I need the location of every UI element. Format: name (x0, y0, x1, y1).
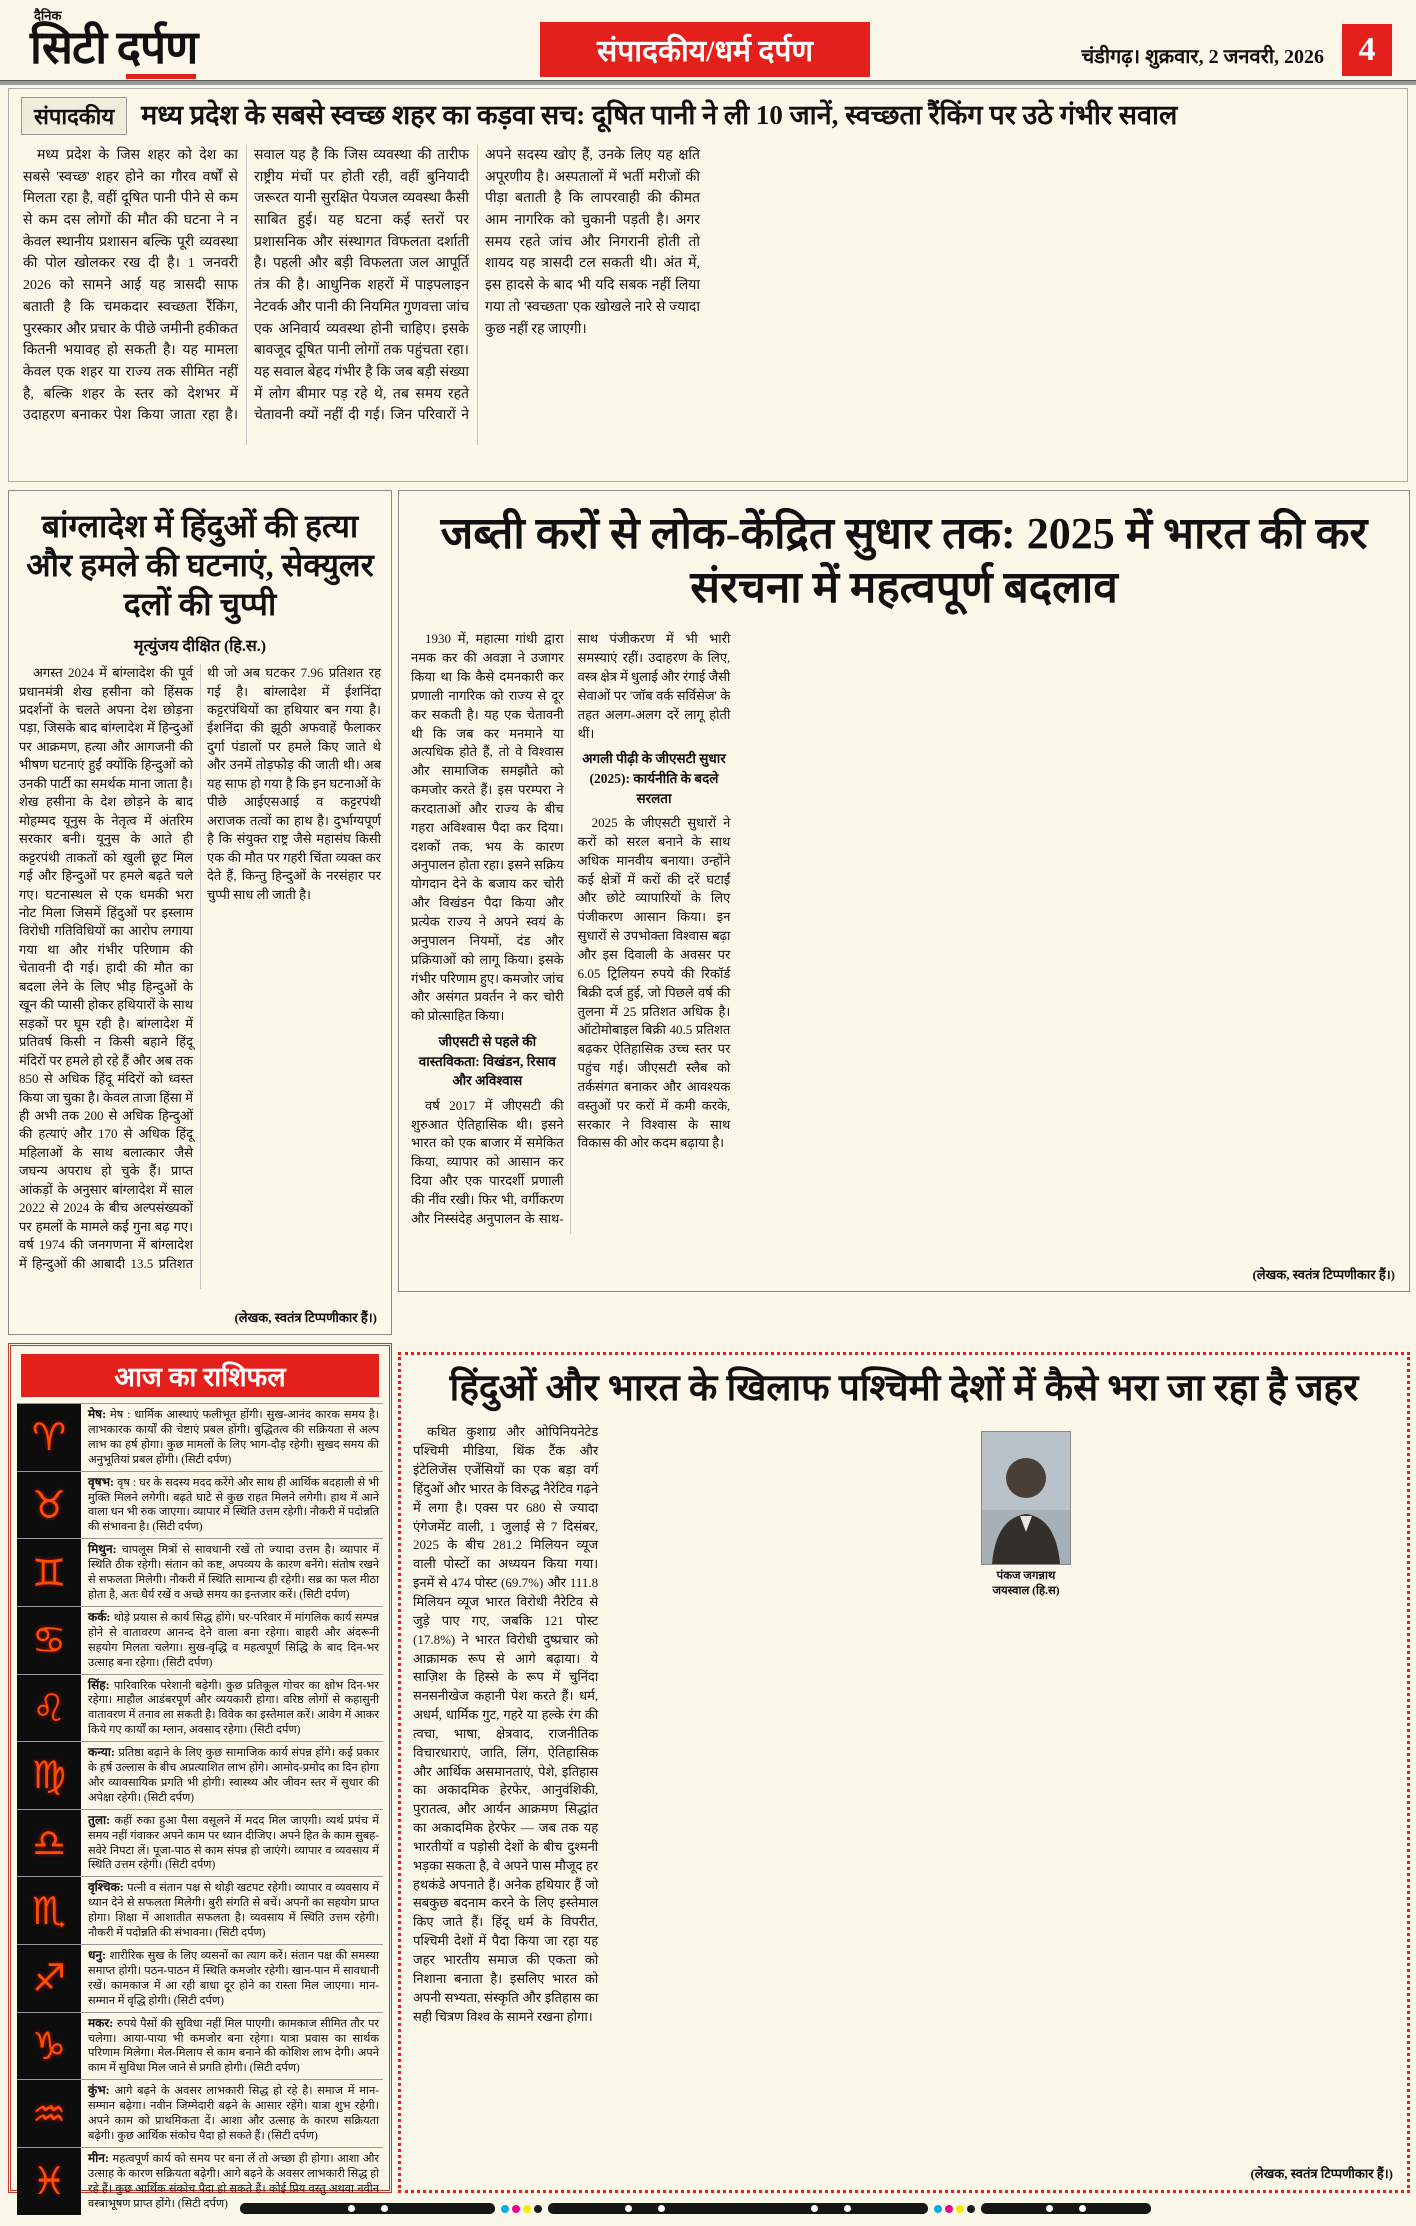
poison-article (398, 1352, 1410, 2193)
horoscope-row-aquarius (17, 2079, 383, 2147)
cmyk-dot-cyan (934, 2205, 942, 2213)
poison-headline: हिंदुओं और भारत के खिलाफ पश्चिमी देशों में कैसे भरा जा रहा है जहर (449, 1368, 1359, 1409)
cmyk-dot-cyan (501, 2205, 509, 2213)
editorial-header (9, 89, 1407, 137)
sign-text-cancer: थोड़े प्रयास से कार्य सिद्ध होंगे। घर-परिवार में मांगलिक कार्य सम्पन्न होने से वातावरण आनन्द देने वाला बना रहेगा। बाहरी और अंदरूनी सहयोग मिलता चलेगा। सुख-वृद्धि व महत्वपूर्ण सिद्धि के बाद दिन-भर उत्साह बना रहेगा। (सिटी दर्पण) (88, 1611, 379, 1669)
tax-paragraph-3: 2025 के जीएसटी सुधारों ने करों को सरल बनाने के साथ अधिक मानवीय बनाया। उन्होंने कई क्षेत्रों में करों की दरें घटाईं और छोटे व्यापारियों के लिए पंजीकरण आसान किया। इन सुधारों से उपभोक्ता विश्वास बढ़ा और इस दिवाली के अवसर पर 6.05 ट्रिलियन रुपये की रिकॉर्ड बिक्री दर्ज हुई, जो पिछले वर्ष की तुलना में 25 प्रतिशत अधिक है। ऑटोमोबाइल बिक्री 40.5 प्रतिशत बढ़कर ऐतिहासिक उच्च स्तर पर पहुंच गई। जीएसटी स्लैब को तर्कसंगत बनाकर और आवश्यक वस्तुओं पर करों में कमी करके, सरकार ने विश्वास के साथ विकास की ओर कदम बढ़ाया है। (577, 815, 731, 1151)
header-divider (0, 80, 1416, 85)
registration-dot (811, 2205, 818, 2212)
registration-dot (844, 2205, 851, 2212)
editorial-paragraph: मध्य प्रदेश के जिस शहर को देश का सबसे 'स्वच्छ' शहर होने का गौरव वर्षों से मिलता रहा है, वहीं दूषित पानी पीने से कम से कम दस लोगों की मौत की घटना ने न केवल स्थानीय प्रशासन बल्कि पूरी व्यवस्था की पोल खोलकर रख दी है। 1 जनवरी 2026 को सामने आई यह त्रासदी साफ बताती है कि चमकदार स्वच्छता रैंकिंग, पुरस्कार और प्रचार के पीछे जमीनी हकीकत कितनी भयावह हो सकती है। यह मामला केवल एक शहर या राज्य तक सीमित नहीं है, बल्कि शहर के स्तर को देशभर में उदाहरण बनाकर पेश किया जाता रहा है। सवाल यह है कि जिस व्यवस्था की तारीफ राष्ट्रीय मंचों पर होती रही, वहीं बुनियादी जरूरत यानी सुरक्षित पेयजल व्यवस्था कैसी साबित हुई। यह घटना कई स्तरों पर प्रशासनिक और संस्थागत विफलता दर्शाती है। पहली और बड़ी विफलता जल आपूर्ति तंत्र की है। आधुनिक शहरों में पाइपलाइन नेटवर्क और पानी की नियमित गुणवत्ता जांच एक अनिवार्य व्यवस्था होनी चाहिए। इसके बावजूद दूषित पानी लोगों तक पहुंचता रहा। यह सवाल बेहद गंभीर है कि जब बड़ी संख्या में लोग बीमार पड़ रहे थे, तब समय रहते चेतावनी क्यों नहीं दी गई। जिन परिवारों ने अपने सदस्य खोए हैं, उनके लिए यह क्षति अपूरणीय है। अस्पतालों में भर्ती मरीजों की पीड़ा बताती है कि लापरवाही की कीमत आम नागरिक को चुकानी पड़ती है। अगर समय रहते जांच और निगरानी होती तो शायद यह त्रासदी टल सकती थी। अंत में, इस हादसे के बाद भी यदि सबक नहीं लिया गया तो 'स्वच्छता' एक खोखले नारे से ज्यादा कुछ नहीं रह जाएगी। (23, 148, 700, 424)
editorial-headline: मध्य प्रदेश के सबसे स्वच्छ शहर का कड़वा सच: दूषित पानी ने ली 10 जानें, स्वच्छता रैंकिंग पर उठे गंभीर सवाल (141, 100, 1178, 131)
zodiac-libra-icon: ♎ (17, 1810, 81, 1877)
author-photo (981, 1431, 1071, 1565)
sign-text-libra: कहीं रुका हुआ पैसा वसूलने में मदद मिल जाएगी। व्यर्थ प्रपंच में समय नहीं गंवाकर अपने काम पर ध्यान दीजिए। अपने हित के काम सुबह-सवेरे निपटा लें। पूजा-पाठ से काम संपन्न हो जाएंगे। व्यापार व व्यवसाय में स्थिति उत्तम रहेगी। (सिटी दर्पण) (88, 1814, 380, 1872)
zodiac-cancer-icon: ♋ (17, 1607, 81, 1674)
masthead-underline (126, 74, 196, 79)
tax-subhead-2: अगली पीढ़ी के जीएसटी सुधार (2025): कार्यनीति के बदले सरलता (582, 751, 726, 806)
zodiac-virgo-icon: ♍ (17, 1742, 81, 1809)
masthead-title: सिटी दर्पण (30, 22, 198, 73)
tax-paragraph-2: वर्ष 2017 में जीएसटी की शुरुआत ऐतिहासिक थी। इसने भारत को एक बाजार में समेकित किया, व्यापार को आसान कर दिया और एक पारदर्शी प्रणाली की नींव रखी। फिर भी, वर्गीकरण और निस्संदेह अनुपालन के साथ-साथ पंजीकरण में भी भारी समस्याएं रहीं। उदाहरण के लिए, वस्त्र क्षेत्र में धुलाई और रंगाई जैसी सेवाओं पर 'जॉब वर्क सर्विसेज' के तहत अलग-अलग दरें लागू होती थीं। (411, 631, 731, 1226)
registration-dot (1079, 2205, 1086, 2212)
sign-text-taurus: वृष : घर के सदस्य मदद करेंगे और साथ ही आर्थिक बदहाली से भी मुक्ति मिलने लगेगी। बढ़ते घाटे से कुछ राहत मिलने लगेगी। हाथ में आने वाला धन भी रुक जाएगा। व्यापार में स्थिति उत्तम रहेगी। नौकरी में पदोन्नति की संभावना है। (सिटी दर्पण) (88, 1476, 380, 1534)
editorial-body (9, 137, 1407, 453)
page-number-badge: 4 (1342, 24, 1392, 76)
poison-body (401, 1417, 1407, 2117)
horoscope-row-virgo (17, 1741, 383, 1809)
bangladesh-headline: बांग्लादेश में हिंदुओं की हत्या और हमले की घटनाएं, सेक्युलर दलों की चुप्पी (26, 508, 374, 623)
sign-text-aquarius: आगे बढ़ने के अवसर लाभकारी सिद्ध हो रहे है। समाज में मान-सम्मान बढ़ेगा। नवीन जिम्मेदारी बढ़ने के आसार रहेंगे। यात्रा शुभ रहेगी। अपने काम को प्राथमिकता दें। आशा और उत्साह के कारण सक्रियता बढ़ेगी। कुछ आर्थिक संकोच पैदा हो सकते हैं। (सिटी दर्पण) (88, 2085, 380, 2142)
tax-body (399, 622, 1409, 1242)
editorial-article (8, 88, 1408, 482)
sign-name-pisces: मीन: (88, 2150, 109, 2165)
sign-name-scorpio: वृश्चिक: (88, 1880, 124, 1895)
zodiac-capricorn-icon: ♑ (17, 2013, 81, 2080)
dateline: चंडीगढ़। शुक्रवार, 2 जनवरी, 2026 (1081, 46, 1324, 68)
registration-dot (381, 2205, 388, 2212)
zodiac-sagittarius-icon: ♐ (17, 1945, 81, 2012)
horoscope-row-gemini (17, 1538, 383, 1606)
horoscope-row-sagittarius (17, 1944, 383, 2012)
poison-author-credit: (लेखक, स्वतंत्र टिप्पणीकार हैं।) (1250, 2166, 1393, 2181)
tax-author-credit: (लेखक, स्वतंत्र टिप्पणीकार हैं।) (1252, 1267, 1395, 1282)
sign-name-cancer: कर्क: (88, 1609, 111, 1624)
sign-text-capricorn: रुपये पैसों की सुविधा नहीं मिल पाएगी। कामकाज सीमित तौर पर चलेगा। आया-पाया भी कमजोर बना रहेगा। यात्रा प्रवास का सार्थक परिणाम मिलेगा। मेल-मिलाप से काम बनाने की कोशिश लाभ देगी। अपने काम में सुविधा मिल जाने से प्रगति होगी। (सिटी दर्पण) (88, 2017, 379, 2075)
sign-name-aquarius: कुंभ: (88, 2083, 110, 2098)
sign-name-leo: सिंह: (88, 1677, 110, 1692)
cmyk-dot-black (967, 2205, 975, 2213)
registration-dot (658, 2205, 665, 2212)
sign-text-sagittarius: शारीरिक सुख के लिए व्यसनों का त्याग करें। संतान पक्ष की समस्या समाप्त होगी। पठन-पाठन में स्थिति कमजोर रहेगी। खान-पान में सावधानी रखें। कामकाज में आ रही बाधा दूर होने का रास्ता मिल जाएगा। मान-सम्मान में वृद्धि होगी। (सिटी दर्पण) (88, 1950, 380, 2007)
sign-text-leo: पारिवारिक परेशानी बढ़ेगी। कुछ प्रतिकूल गोचर का क्षोभ दिन-भर रहेगा। माहौल आडंबरपूर्ण और व्ययकारी होगा। वरिष्ठ लोगों से कहासुनी वातावरण में तनाव ला सकती है। विवेक का इस्तेमाल करें। आवेग में आकर किये गए कार्यों का म्लान, अवसाद रहेगा। (सिटी दर्पण) (88, 1679, 379, 1737)
cmyk-dot-black (534, 2205, 542, 2213)
zodiac-pisces-icon: ♓ (17, 2148, 81, 2215)
print-bar-segment (240, 2203, 495, 2214)
sign-text-aries: मेष : धार्मिक आस्थाएं फलीभूत होंगी। सुख-आनंद कारक समय है। लाभकारक कार्यों की चेष्टाएं प्रबल होंगी। बुद्धितत्व की सक्रियता से अल्प लाभ का हर्ष होगा। कुछ मामलों के लिए भाग-दौड़ रहेगी। सुखद समय की अनुभूतियां प्रबल होंगी। (सिटी दर्पण) (88, 1409, 379, 1466)
horoscope-title: आज का राशिफल (21, 1354, 379, 1397)
bangladesh-body (9, 664, 391, 1289)
sign-name-capricorn: मकर: (88, 2015, 114, 2030)
section-banner: संपादकीय/धर्म दर्पण (540, 22, 870, 77)
masthead-daily-label: दैनिक (34, 8, 62, 23)
zodiac-taurus-icon: ♉ (17, 1472, 81, 1539)
registration-dot (625, 2205, 632, 2212)
horoscope-row-leo (17, 1674, 383, 1742)
horoscope-row-libra (17, 1809, 383, 1877)
zodiac-aries-icon: ♈ (17, 1404, 81, 1471)
cmyk-dot-magenta (945, 2205, 953, 2213)
bangladesh-byline: मृत्युंजय दीक्षित (हि.स.) (133, 638, 267, 656)
zodiac-leo-icon: ♌ (17, 1675, 81, 1742)
author-photo-caption: पंकज जगन्नाथ जयस्वाल (हि.स) (992, 1570, 1060, 1597)
tax-subhead-1: जीएसटी से पहले की वास्तविकता: विखंडन, रिसाव और अविश्वास (418, 1034, 556, 1089)
sign-name-libra: तुला: (88, 1812, 111, 1827)
tax-article (398, 490, 1410, 1292)
sign-text-virgo: प्रतिष्ठा बढ़ाने के लिए कुछ सामाजिक कार्य संपन्न होंगे। कई प्रकार के हर्ष उल्लास के बीच अप्रत्याशित लाभ होंगे। आमोद-प्रमोद का दिन होगा और व्यावसायिक प्रगति भी होगी। स्वास्थ्य और जीवन स्तर में सुधार की अपेक्षा रहेगी। (सिटी दर्पण) (88, 1747, 380, 1804)
horoscope-row-cancer (17, 1606, 383, 1674)
cmyk-dot-yellow (523, 2205, 531, 2213)
sign-name-gemini: मिथुन: (88, 1542, 117, 1557)
horoscope-box (8, 1343, 392, 2210)
print-bar-segment (548, 2203, 928, 2214)
sign-text-gemini: चापलूस मित्रों से सावधानी रखें तो ज्यादा उत्तम है। व्यापार में स्थिति ठीक रहेगी। संतान को कष्ट, अपव्यय के कारण बनेंगे। संतोष रखने से सफलता मिलेगी। नौकरी में स्थिति सामान्य ही रहेगी। सब्र का फल मीठा होता है, अतः धैर्य रखें व अच्छे समय का इन्तजार करें। (सिटी दर्पण) (88, 1544, 379, 1601)
horoscope-row-aries (17, 1403, 383, 1471)
zodiac-aquarius-icon: ♒ (17, 2080, 81, 2147)
print-bar-segment (981, 2203, 1151, 2214)
sign-name-taurus: वृषभ: (88, 1474, 115, 1489)
horoscope-row-taurus (17, 1471, 383, 1539)
poison-paragraph: कथित कुशाग्र और ओपिनियनेटेड पश्चिमी मीडिया, थिंक टैंक और इंटेलिजेंस एजेंसियों का एक बड़ा वर्ग हिंदुओं और भारत के विरुद्ध नैरेटिव गढ़ने में लगा है। एक्स पर 680 से ज्यादा एंगेजमेंट वाली, 1 जुलाई से 7 दिसंबर, 2025 के बीच 281.2 मिलियन व्यूज वाली पोस्टों का अध्ययन किया गया। इनमें से 474 पोस्ट (69.7%) और 111.8 मिलियन व्यूज भारत विरोधी नैरेटिव से जुड़े पाए गए, जबकि 121 पोस्ट (17.8%) ने भारत विरोधी दुष्प्रचार को आक्रामक रूप से आगे बढ़ाया। ये साज़िश के हिस्से के रूप में चुनिंदा सनसनीखेज कहानी पेश करते हैं। धर्म, अधर्म, धार्मिक गुट, गहरे या हल्के रंग की त्वचा, भाषा, क्षेत्रवाद, राजनीतिक विचारधाराएं, जाति, लिंग, ऐतिहासिक और आर्थिक असमानताएं, पेशे, इतिहास का अकादमिक हेरफेर, आनुवंशिकी, पुरातत्व, और आर्यन आक्रमण सिद्धांत का अकादमिक हेरफेर — जब तक यह भारतीयों व पड़ोसी देशों के बीच दुश्मनी भड़का सकता है, वे अपने पास मौजूद हर हथकंडे अपनाते हैं। अनेक हथियार हैं जो सबकुछ बदनाम करने के लिए इस्तेमाल किए जाते हैं। हिंदू धर्म के विपरीत, पश्चिमी देशों में पैदा किया जा रहा यह जहर भारतीय समाज की एकता को निशाना बनाता है। इसलिए भारत को अपनी सभ्यता, संस्कृति और इतिहास का सही चित्रण विश्व के सामने रखना होगा। (413, 1424, 599, 2024)
tax-paragraph-1: 1930 में, महात्मा गांधी द्वारा नमक कर की अवज्ञा ने उजागर किया था कि कैसे दमनकारी कर प्रणाली नागरिक को राज्य से दूर कर सकती है। यह एक चेतावनी थी कि जब कर मनमाने या अत्यधिक होते हैं, तो वे विश्वास और सामाजिक समझौते को कमजोर करते हैं। इस परम्परा ने करदाताओं और राज्य के बीच गहरा अविश्वास पैदा कर दिया। दशकों तक, भय के कारण अनुपालन होता रहा। इसने सक्रिय योगदान देने के बजाय कर चोरी और विखंडन पैदा किया और प्रत्येक राज्य ने अपने स्वयं के अनुपालन नियमों, दंड और प्रक्रियाओं को लागू किया। इसके गंभीर परिणाम हुए। कमजोर जांच और असंगत प्रवर्तन ने कर चोरी को प्रोत्साहित किया। (411, 631, 564, 1024)
masthead (30, 6, 197, 79)
sign-name-virgo: कन्या: (88, 1745, 115, 1760)
sign-name-aries: मेष: (88, 1407, 107, 1421)
cmyk-dots (934, 2205, 975, 2213)
sign-text-pisces: महत्वपूर्ण कार्य को समय पर बना लें तो अच्छा ही होगा। आशा और उत्साह के कारण सक्रियता बढ़ेगी। आगे बढ़ने के अवसर लाभकारी सिद्ध हो रहे हैं। कुछ आर्थिक संकोच पैदा हो सकते हैं। कोई प्रिय वस्तु अथवा नवीन वस्त्राभूषण प्राप्त होंगे। (सिटी दर्पण) (88, 2152, 379, 2210)
horoscope-row-scorpio (17, 1876, 383, 1944)
zodiac-gemini-icon: ♊ (17, 1539, 81, 1606)
cmyk-dots (501, 2205, 542, 2213)
editorial-label: संपादकीय (21, 97, 127, 135)
print-color-bar (240, 2203, 1190, 2214)
tax-headline: जब्ती करों से लोक-केंद्रित सुधार तक: 2025 में भारत की कर संरचना में महत्वपूर्ण बदलाव (440, 509, 1368, 612)
registration-dot (1046, 2205, 1053, 2212)
sign-text-scorpio: पत्नी व संतान पक्ष से थोड़ी खटपट रहेगी। व्यापार व व्यवसाय में ध्यान देने से सफलता मिलेगी। बुरी संगति से बचें। अपनों का सहयोग प्राप्त होगा। शिक्षा में आशातीत सफलता है। व्यवसाय में स्थिति उत्तम रहेगी। नौकरी में पदोन्नति की संभावना। (सिटी दर्पण) (88, 1882, 380, 1940)
registration-dot (348, 2205, 355, 2212)
author-photo-block (981, 1431, 1071, 1598)
horoscope-row-capricorn (17, 2012, 383, 2080)
zodiac-scorpio-icon: ♏ (17, 1877, 81, 1944)
bangladesh-author-credit: (लेखक, स्वतंत्र टिप्पणीकार हैं।) (234, 1310, 377, 1325)
cmyk-dot-magenta (512, 2205, 520, 2213)
bangladesh-paragraph: अगस्त 2024 में बांग्लादेश की पूर्व प्रधानमंत्री शेख हसीना को हिंसक प्रदर्शनों के चलते अपना देश छोड़ना पड़ा, जिसके बाद बांग्लादेश में हिन्दुओं पर आक्रमण, हत्या और आगजनी की भीषण घटनाएं हुईं क्योंकि हिन्दुओं को उनकी पार्टी का समर्थक माना जाता है। शेख हसीना के देश छोड़ने के बाद मोहम्मद यूनुस के नेतृत्व में अंतरिम सरकार बनी। यूनुस के आते ही कट्टरपंथी ताकतों को खुली छूट मिल गई और हिन्दुओं पर हमले बढ़ते चले गए। घटनास्थल से एक धमकी भरा नोट मिला जिसमें हिंदुओं पर इस्लाम विरोधी गतिविधियों का आरोप लगाया गया था और गंभीर परिणाम की चेतावनी दी गई। हादी की मौत का बदला लेने के लिए भीड़ हिन्दुओं के खून की प्यासी होकर हथियारों के साथ सड़कों पर घूम रही है। बांग्लादेश में प्रतिवर्ष किसी न किसी बहाने हिंदू मंदिरों पर हमले हो रहे हैं और अब तक 850 से अधिक हिंदू मंदिरों को ध्वस्त किया जा चुका है। केवल ताजा हिंसा में ही अभी तक 200 से अधिक हिन्दुओं की हत्याएं और 170 से अधिक हिंदू महिलाओं के साथ बलात्कार जैसे जघन्य अपराध हो चुके हैं। प्राप्त आंकड़ों के अनुसार बांग्लादेश में साल 2022 से 2024 के बीच अल्पसंख्यकों पर हमलों के मामले कई गुना बढ़ गए। वर्ष 1974 की जनगणना में बांग्लादेश में हिन्दुओं की आबादी 13.5 प्रतिशत थी जो अब घटकर 7.96 प्रतिशत रह गई है। बांग्लादेश में ईशनिंदा कट्टरपंथियों का हथियार बन गया है। ईशनिंदा की झूठी अफवाहें फैलाकर दुर्गा पंडालों पर हमले किए जाते थे और उनमें तोड़फोड़ की जाती थी। अब यह साफ हो गया है कि इन घटनाओं के पीछे आईएसआई व कट्टरपंथी अराजक तत्वों का हाथ है। दुर्भाग्यपूर्ण है कि संयुक्त राष्ट्र जैसे महासंघ किसी एक की मौत पर गहरी चिंता व्यक्त कर देते हैं, किन्तु हिन्दुओं के नरसंहार पर चुप्पी साध ली जाती है। (19, 665, 381, 1271)
sign-name-sagittarius: धनु: (88, 1948, 107, 1962)
bangladesh-article (8, 490, 392, 1335)
cmyk-dot-yellow (956, 2205, 964, 2213)
